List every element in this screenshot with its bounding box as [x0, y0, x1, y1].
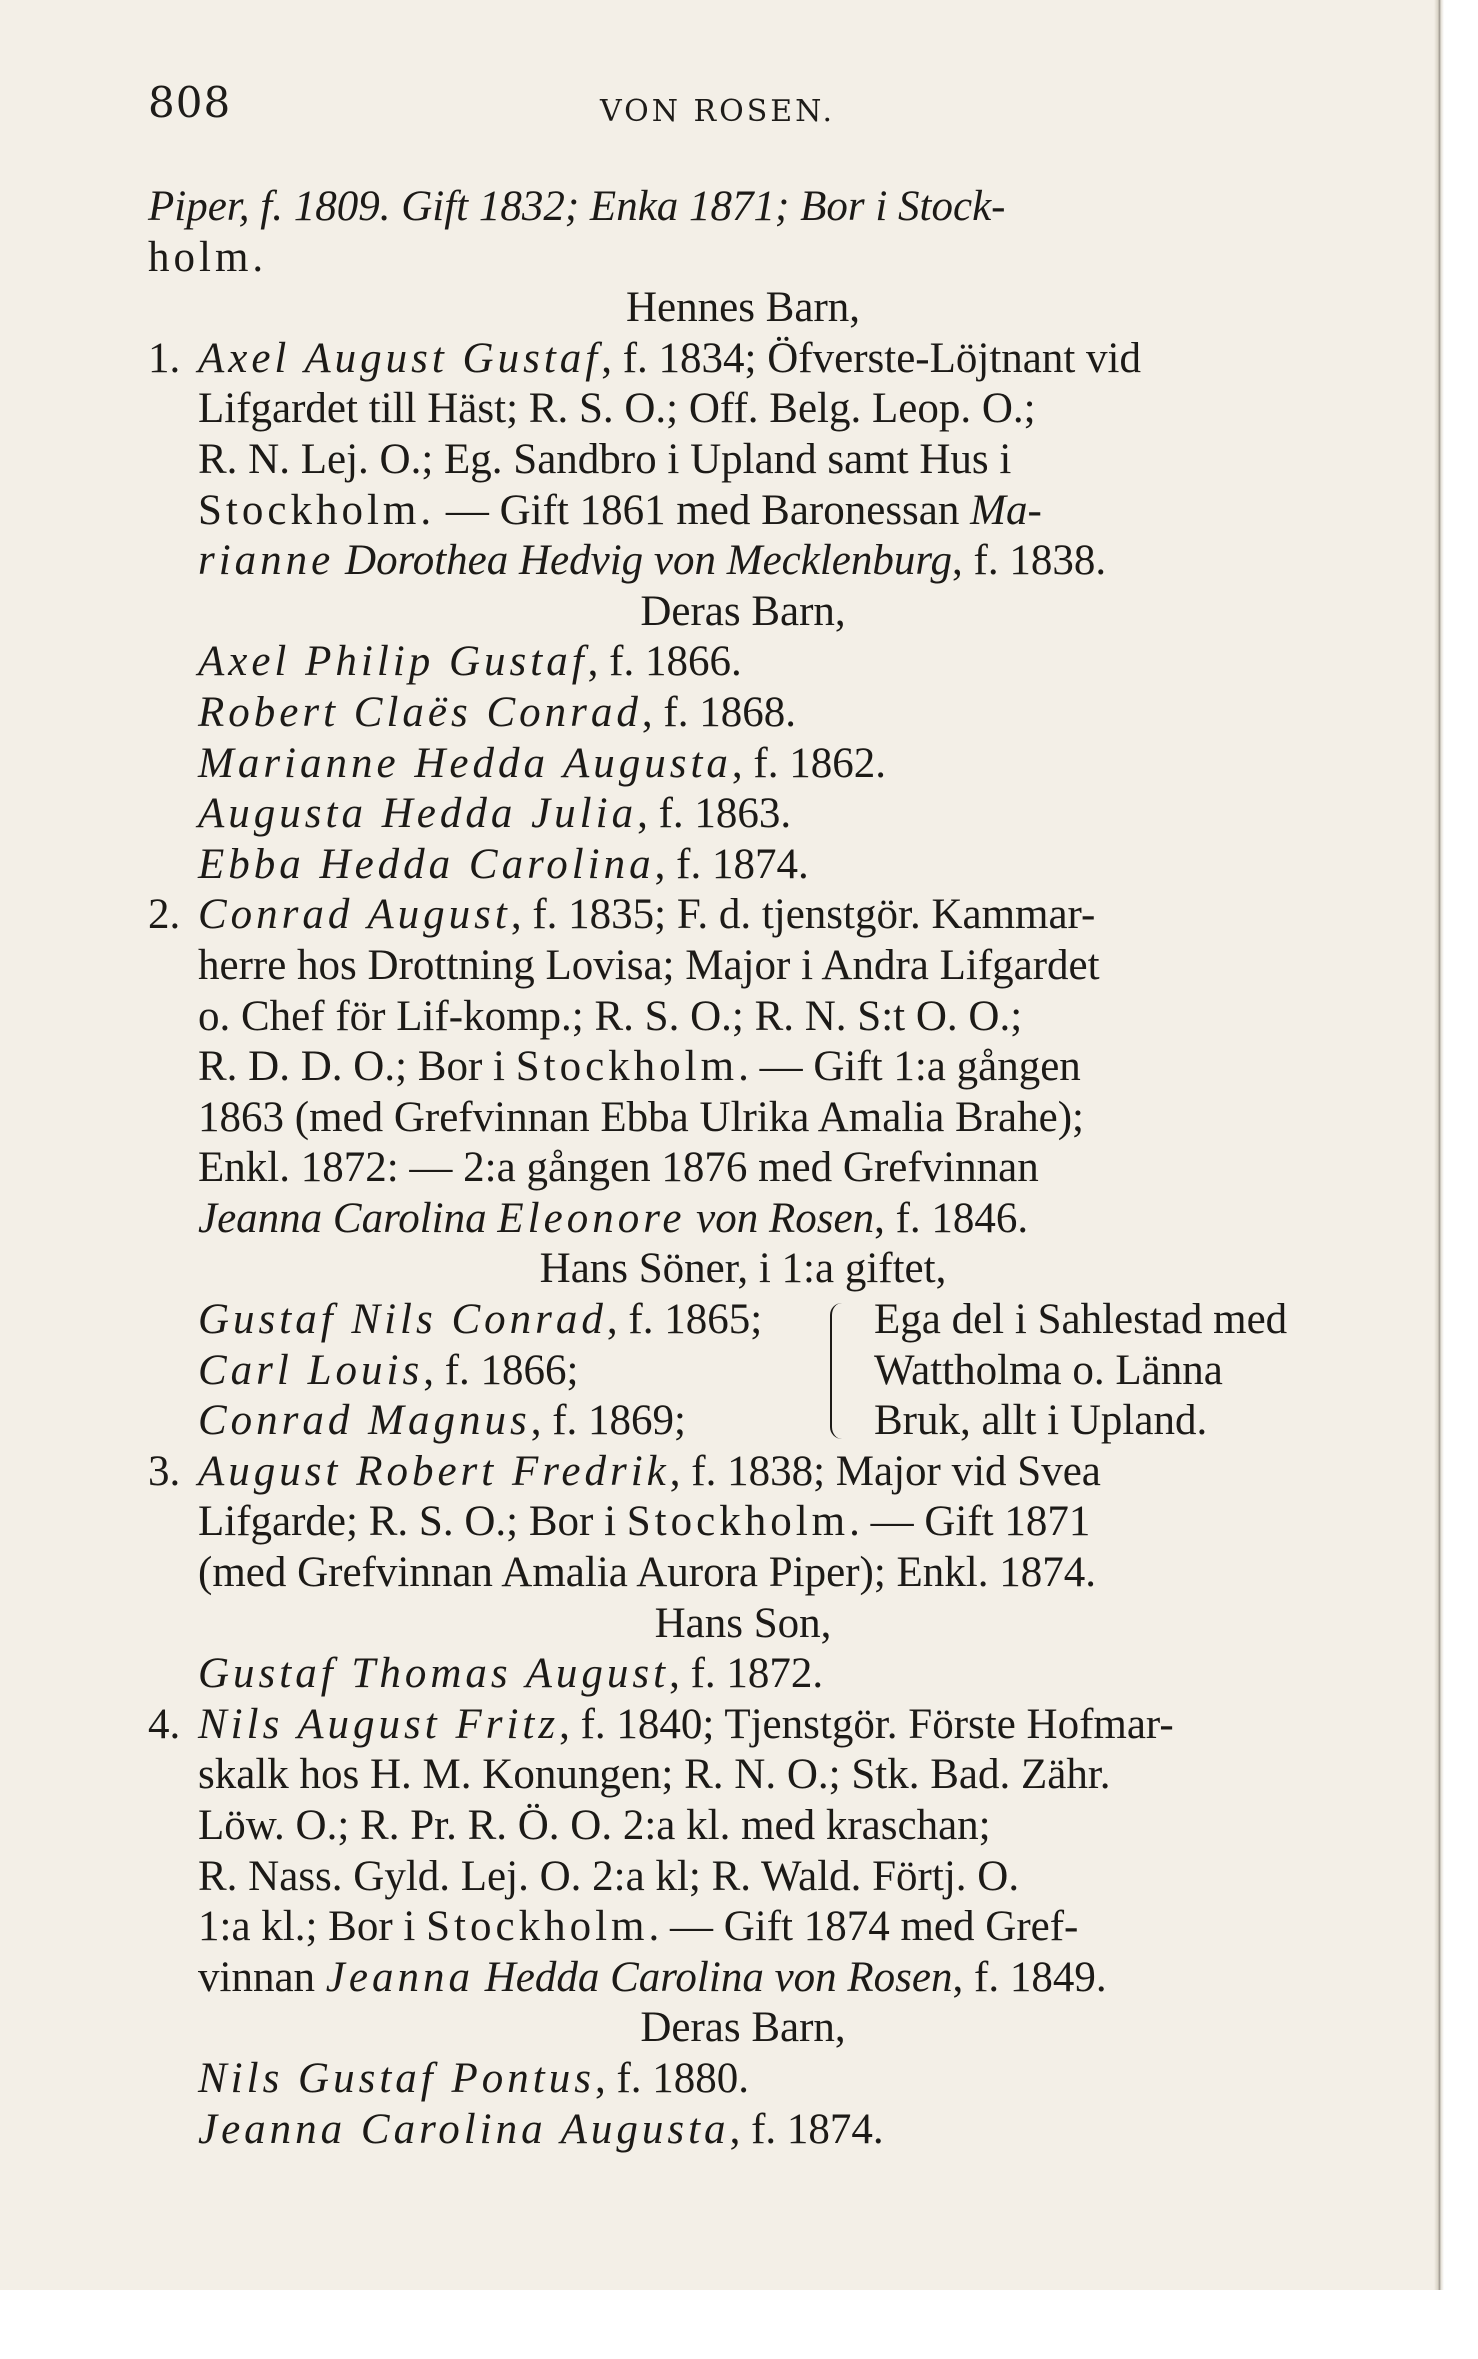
text-line: rianne Dorothea Hedvig von Mecklenburg, f. 1838.: [198, 537, 1107, 585]
sons-block: [148, 1295, 1338, 1447]
text-line: skalk hos H. M. Konungen; R. N. O.; Stk. Bad. Zähr.: [198, 1751, 1111, 1799]
text-line: 1863 (med Grefvinnan Ebba Ulrika Amalia Brahe);: [198, 1093, 1084, 1141]
running-head: VON ROSEN.: [600, 94, 836, 129]
text-line: Jeanna Carolina Eleonore von Rosen, f. 1846.: [198, 1194, 1029, 1242]
text-line: R. N. Lej. O.; Eg. Sandbro i Upland samt Hus i: [198, 435, 1012, 483]
child-line: Nils Gustaf Pontus, f. 1880.: [198, 2054, 750, 2102]
page-text: [148, 182, 1338, 2155]
person-name: August Robert Fredrik: [198, 1447, 670, 1495]
text-line: Löw. O.; R. Pr. R. Ö. O. 2:a kl. med kraschan;: [198, 1802, 991, 1850]
child-line: Gustaf Nils Conrad, f. 1865;: [198, 1296, 763, 1344]
page-header: [148, 78, 1338, 138]
estate-note: Ega del i Sahlestad med: [874, 1296, 1288, 1344]
entry-3: 3. August Robert Fredrik, f. 1838; Major vid Svea: [148, 1447, 1101, 1495]
page-number: 808: [148, 78, 232, 127]
child-line: Marianne Hedda Augusta, f. 1862.: [198, 739, 886, 787]
person-name: Axel August Gustaf: [198, 334, 602, 382]
entry-4: 4. Nils August Fritz, f. 1840; Tjenstgör. Förste Hofmar-: [148, 1700, 1174, 1748]
entry-2: 2. Conrad August, f. 1835; F. d. tjenstgör. Kammar-: [148, 891, 1096, 939]
child-line: Augusta Hedda Julia, f. 1863.: [198, 790, 792, 838]
children-heading: Deras Barn,: [640, 587, 846, 635]
child-line: Jeanna Carolina Augusta, f. 1874.: [198, 2105, 884, 2153]
child-line: Axel Philip Gustaf, f. 1866.: [198, 638, 742, 686]
child-line: Ebba Hedda Carolina, f. 1874.: [198, 840, 809, 888]
section-heading: Hennes Barn,: [625, 284, 861, 332]
child-line: Carl Louis, f. 1866;: [198, 1346, 579, 1394]
text-line: holm.: [148, 233, 268, 281]
children-heading: Hans Son,: [654, 1599, 832, 1647]
text-line: Stockholm. — Gift 1861 med Baronessan Ma-: [198, 486, 1042, 534]
text-line: herre hos Drottning Lovisa; Major i Andra Lifgardet: [198, 941, 1100, 989]
estate-note: Bruk, allt i Upland.: [874, 1397, 1208, 1445]
page-edge-shadow: [1434, 0, 1444, 2290]
text-line: (med Grefvinnan Amalia Aurora Piper); Enkl. 1874.: [198, 1549, 1097, 1597]
text-line: Lifgardet till Häst; R. S. O.; Off. Belg. Leop. O.;: [198, 385, 1036, 433]
person-name: Nils August Fritz: [198, 1700, 560, 1748]
children-heading: Deras Barn,: [640, 2004, 846, 2052]
text-line: Enkl. 1872: — 2:a gången 1876 med Grefvinnan: [198, 1144, 1039, 1192]
text-line: o. Chef för Lif-komp.; R. S. O.; R. N. S:t O. O.;: [198, 992, 1023, 1040]
text-line: R. D. D. O.; Bor i Stockholm. — Gift 1:a gången: [198, 1043, 1081, 1091]
children-heading: Hans Söner, i 1:a giftet,: [539, 1245, 947, 1293]
text-line: Lifgarde; R. S. O.; Bor i Stockholm. — Gift 1871: [198, 1498, 1091, 1546]
text-line: vinnan Jeanna Hedda Carolina von Rosen, f. 1849.: [198, 1953, 1107, 2001]
child-line: Robert Claës Conrad, f. 1868.: [198, 688, 796, 736]
estate-note: Wattholma o. Länna: [874, 1346, 1223, 1394]
brace-icon: [830, 1303, 846, 1439]
child-line: Gustaf Thomas August, f. 1872.: [198, 1650, 824, 1698]
person-name: Conrad August: [198, 891, 511, 939]
entry-1: 1. Axel August Gustaf, f. 1834; Öfverste-Löjtnant vid: [148, 334, 1142, 382]
child-line: Conrad Magnus, f. 1869;: [198, 1397, 686, 1445]
text-line: 1:a kl.; Bor i Stockholm. — Gift 1874 med Gref-: [198, 1903, 1079, 1951]
text-line: R. Nass. Gyld. Lej. O. 2:a kl; R. Wald. Förtj. O.: [198, 1852, 1020, 1900]
text-line: Piper, f. 1809. Gift 1832; Enka 1871; Bor i Stock-: [148, 183, 1006, 230]
